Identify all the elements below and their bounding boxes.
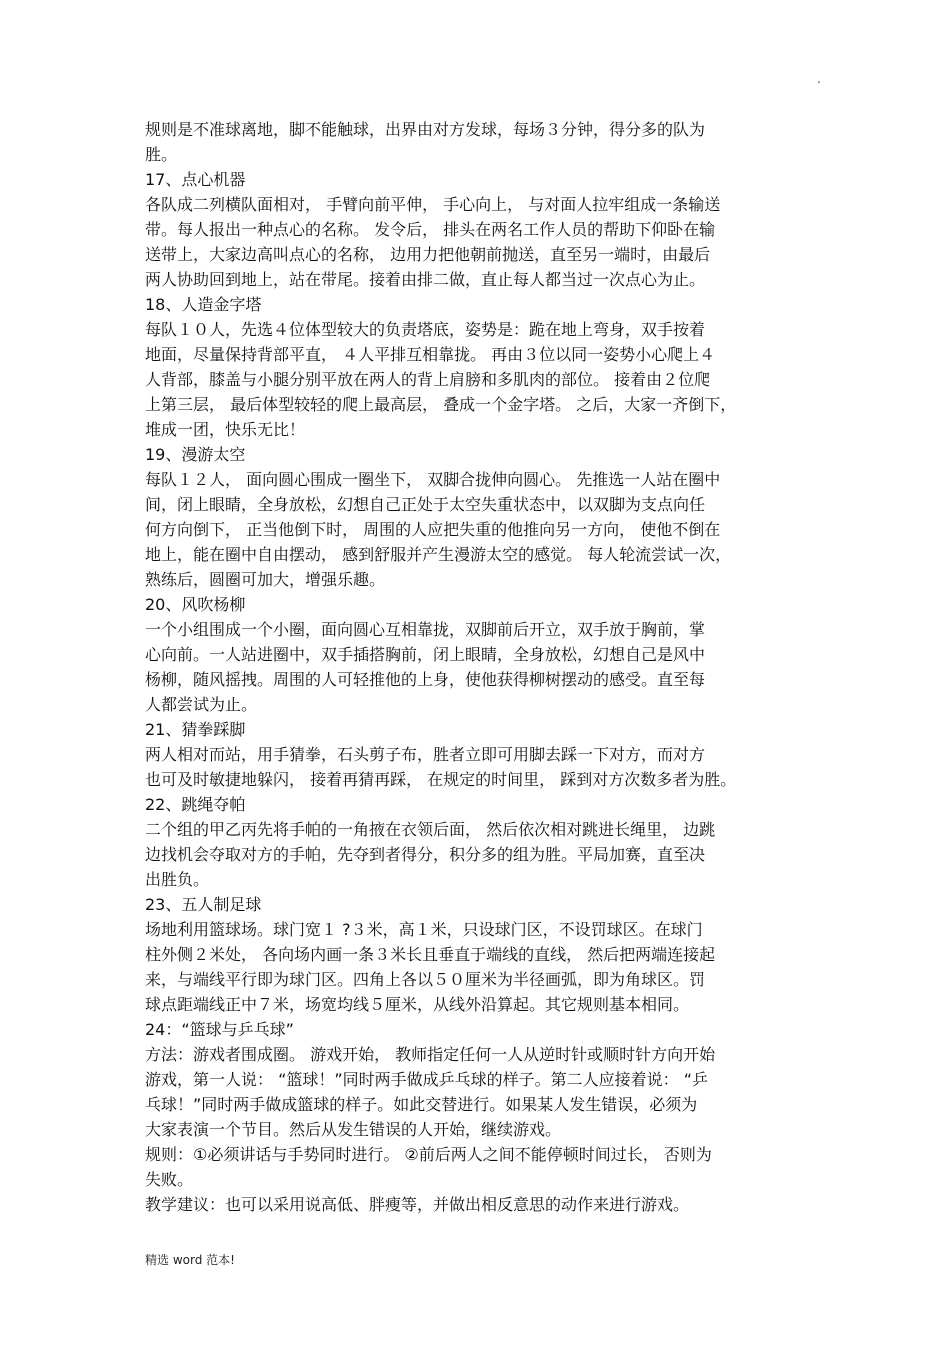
text-line: 规则：①必须讲话与手势同时进行。 ②前后两人之间不能停顿时间过长， 否则为 (145, 1145, 712, 1164)
text-line: 熟练后，圆圈可加大，增强乐趣。 (145, 570, 386, 589)
text-line: 24：“篮球与乒乓球” (145, 1020, 294, 1039)
text-line: 球点距端线正中７米，场宽均线５厘米，从线外沿算起。其它规则基本相同。 (145, 995, 690, 1014)
text-line: 21、猜拳踩脚 (145, 720, 246, 739)
document-body (145, 117, 815, 1217)
text-line: 二个组的甲乙丙先将手帕的一角掖在衣领后面， 然后依次相对跳进长绳里， 边跳 (145, 820, 716, 839)
text-line: 18、人造金字塔 (145, 295, 262, 314)
text-line: 规则是不准球离地，脚不能触球，出界由对方发球，每场３分钟，得分多的队为 (145, 120, 706, 139)
text-line: 柱外侧２米处， 各向场内画一条３米长且垂直于端线的直线， 然后把两端连接起 (145, 945, 716, 964)
text-line: 出胜负。 (145, 870, 210, 889)
text-line: 20、风吹杨柳 (145, 595, 246, 614)
text-line: 教学建议：也可以采用说高低、胖瘦等，并做出相反意思的动作来进行游戏。 (145, 1195, 690, 1214)
text-line: 也可及时敏捷地躲闪， 接着再猜再踩， 在规定的时间里， 踩到对方次数多者为胜。 (145, 770, 737, 789)
text-line: 游戏，第一人说： “篮球！”同时两手做成乒乓球的样子。第二人应接着说： “乒 (145, 1070, 709, 1089)
text-line: 每队１０人，先选４位体型较大的负责塔底，姿势是：跪在地上弯身，双手按着 (145, 320, 706, 339)
text-line: 人背部，膝盖与小腿分别平放在两人的背上肩膀和多肌肉的部位。 接着由２位爬 (145, 370, 711, 389)
text-line: 每队１２人， 面向圆心围成一圈坐下， 双脚合拢伸向圆心。 先推选一人站在圈中 (145, 470, 721, 489)
text-line: 失败。 (145, 1170, 194, 1189)
text-line: 方法：游戏者围成圈。 游戏开始， 教师指定任何一人从逆时针或顺时针方向开始 (145, 1045, 716, 1064)
text-line: 杨柳，随风摇拽。周围的人可轻推他的上身，使他获得柳树摆动的感受。直至每 (145, 670, 706, 689)
text-line: 上第三层， 最后体型较轻的爬上最高层， 叠成一个金字塔。 之后，大家一齐倒下， (145, 395, 737, 414)
text-line: 堆成一团，快乐无比！ (145, 420, 306, 439)
text-line: 地面，尽量保持背部平直， ４人平排互相靠拢。 再由３位以同一姿势小心爬上４ (145, 345, 716, 364)
text-line: 送带上，大家边高叫点心的名称， 边用力把他朝前抛送，直至另一端时，由最后 (145, 245, 711, 264)
text-line: 来，与端线平行即为球门区。四角上各以５０厘米为半径画弧，即为角球区。罚 (145, 970, 706, 989)
text-line: 边找机会夺取对方的手帕，先夺到者得分，积分多的组为胜。平局加赛，直至决 (145, 845, 706, 864)
text-line: 一个小组围成一个小圈，面向圆心互相靠拢，双脚前后开立，双手放于胸前，掌 (145, 620, 706, 639)
text-line: 场地利用篮球场。球门宽１ ?３米，高１米，只设球门区，不设罚球区。在球门 (145, 920, 703, 939)
text-line: 两人协助回到地上，站在带尾。接着由排二做，直止每人都当过一次点心为止。 (145, 270, 706, 289)
text-line: 17、点心机器 (145, 170, 246, 189)
text-line: 19、漫游太空 (145, 445, 246, 464)
text-line: 胜。 (145, 145, 178, 164)
text-line: 人都尝试为止。 (145, 695, 258, 714)
text-line: 心向前。一人站进圈中，双手插搭胸前，闭上眼睛，全身放松，幻想自己是风中 (145, 645, 706, 664)
text-line: 乓球！”同时两手做成篮球的样子。如此交替进行。如果某人发生错误，必须为 (145, 1095, 698, 1114)
page-footer: 精选 word 范本! (145, 1253, 235, 1267)
text-line: 两人相对而站，用手猜拳，石头剪子布，胜者立即可用脚去踩一下对方，而对方 (145, 745, 706, 764)
text-line: 带。每人报出一种点心的名称。 发令后， 排头在两名工作人员的帮助下仰卧在输 (145, 220, 716, 239)
text-line: 各队成二列横队面相对， 手臂向前平伸， 手心向上， 与对面人拉牢组成一条输送 (145, 195, 721, 214)
text-line: 地上，能在圈中自由摆动， 感到舒服并产生漫游太空的感觉。 每人轮流尝试一次， (145, 545, 732, 564)
text-line: 间，闭上眼睛，全身放松，幻想自己正处于太空失重状态中，以双脚为支点向任 (145, 495, 706, 514)
text-line: 23、五人制足球 (145, 895, 262, 914)
text-line: 大家表演一个节目。然后从发生错误的人开始，继续游戏。 (145, 1120, 562, 1139)
text-line: 何方向倒下， 正当他倒下时， 周围的人应把失重的他推向另一方向， 使他不倒在 (145, 520, 721, 539)
text-line: 22、跳绳夺帕 (145, 795, 246, 814)
page-corner-mark: . (817, 72, 821, 86)
